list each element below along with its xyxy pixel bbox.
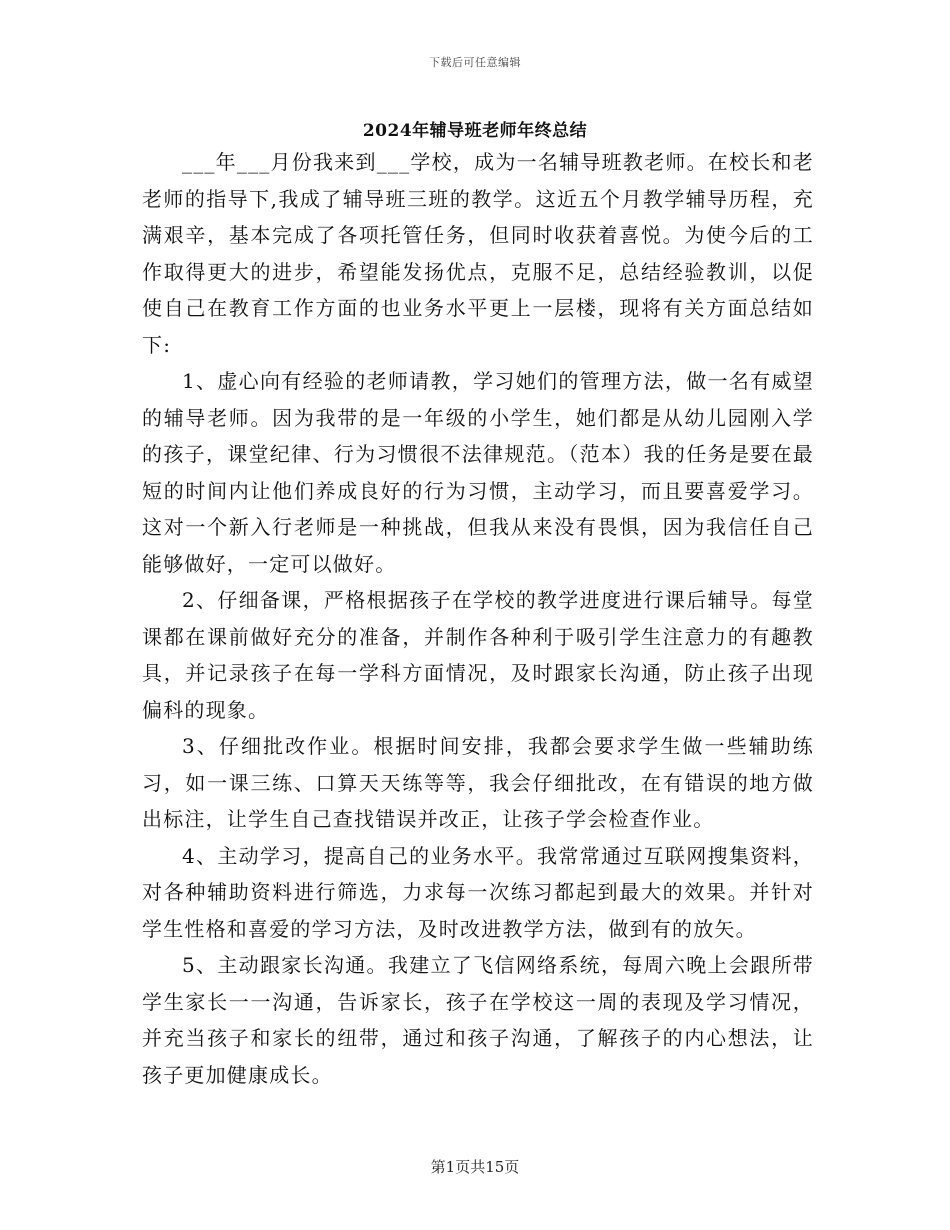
intro-paragraph: ___年___月份我来到___学校，成为一名辅导班教老师。在校长和老老师的指导下,我成了辅导班三班的教学。这近五个月教学辅导历程，充满艰辛，基本完成了各项托管任务，但同时收获着喜悦。为使今后的工作取得更大的进步，希望能发扬优点，克服不足，总结经验教训，以促使自己在教育工作方面的也业务水平更上一层楼，现将有关方面总结如下: — [142, 150, 814, 357]
paragraph-item-1: 1、虚心向有经验的老师请教，学习她们的管理方法，做一名有威望的辅导老师。因为我带的是一年级的小学生，她们都是从幼儿园刚入学的孩子，课堂纪律、行为习惯很不法律规范。（范本）我的任务是要在最短的时间内让他们养成良好的行为习惯，主动学习，而且要喜爱学习。这对一个新入行老师是一种挑战，但我从来没有畏惧，因为我信任自己能够做好，一定可以做好。 — [142, 369, 814, 576]
document-title: 2024年辅导班老师年终总结 — [362, 121, 588, 141]
document-body — [142, 144, 814, 1093]
paragraph-item-3: 3、仔细批改作业。根据时间安排，我都会要求学生做一些辅助练习，如一课三练、口算天天练等等，我会仔细批改，在有错误的地方做出标注，让学生自己查找错误并改正，让孩子学会检查作业。 — [142, 734, 814, 831]
paragraph-item-5: 5、主动跟家长沟通。我建立了飞信网络系统，每周六晚上会跟所带学生家长一一沟通，告诉家长，孩子在学校这一周的表现及学习情况，并充当孩子和家长的纽带，通过和孩子沟通，了解孩子的内心想法，让孩子更加健康成长。 — [142, 953, 814, 1087]
paragraph-item-2: 2、仔细备课，严格根据孩子在学校的教学进度进行课后辅导。每堂课都在课前做好充分的准备，并制作各种利于吸引学生注意力的有趣教具，并记录孩子在每一学科方面情况，及时跟家长沟通，防止孩子出现偏科的现象。 — [142, 588, 814, 722]
header-note: 下载后可任意编辑 — [429, 56, 521, 69]
page-number-footer: 第1页共15页 — [430, 1158, 520, 1176]
paragraph-item-4: 4、主动学习，提高自己的业务水平。我常常通过互联网搜集资料，对各种辅助资料进行筛选，力求每一次练习都起到最大的效果。并针对学生性格和喜爱的学习方法，及时改进教学方法，做到有的放矢。 — [142, 843, 814, 941]
